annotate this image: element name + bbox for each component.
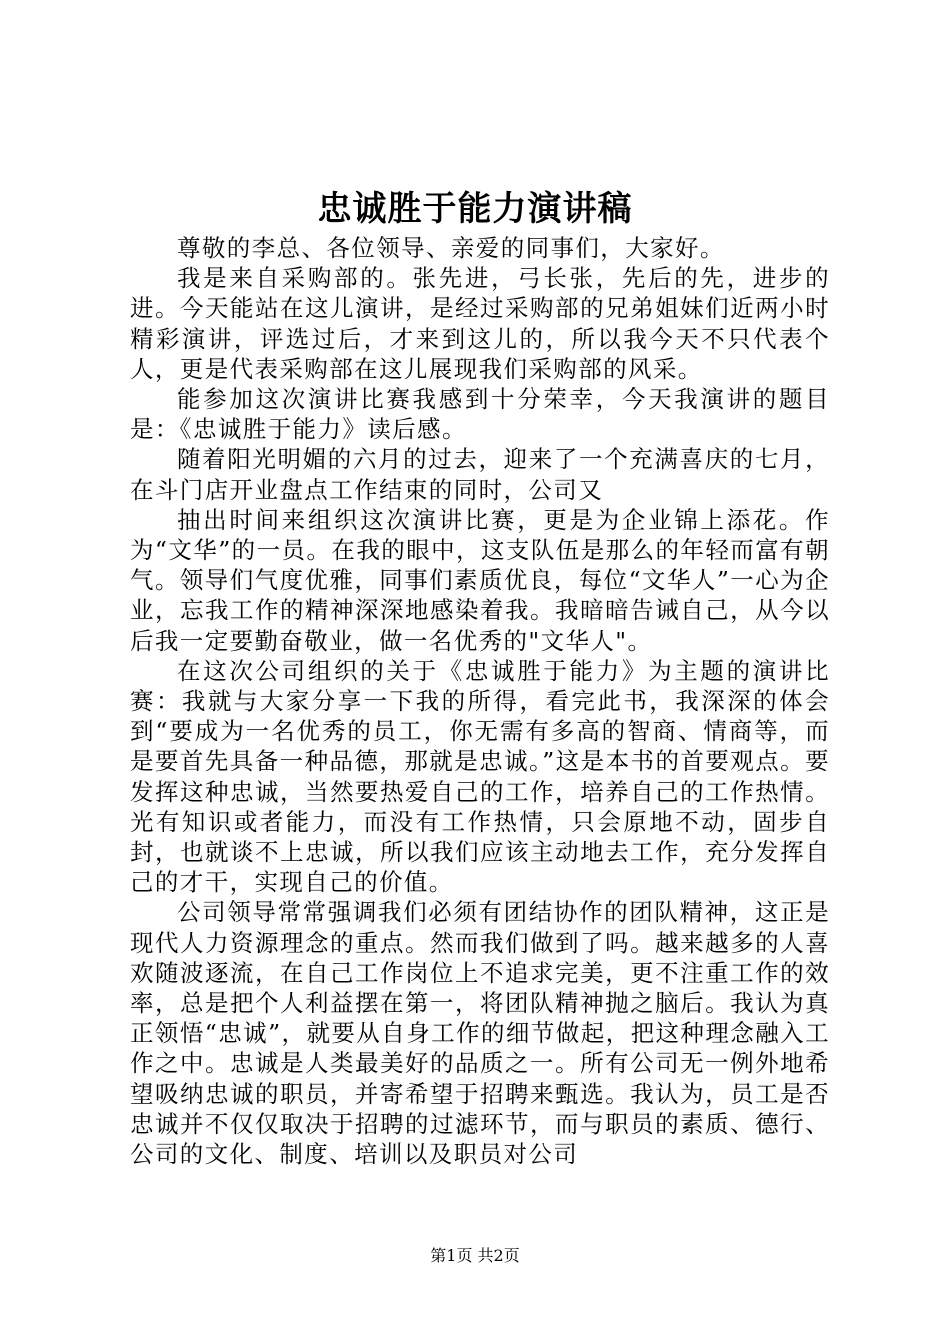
paragraph-book: 在这次公司组织的关于《忠诚胜于能力》为主题的演讲比赛：我就与大家分享一下我的所得，看完此书，我深深的体会到“要成为一名优秀的员工，你无需有多高的智商、情商等，而是要首先具备一种品德，那就是忠诚。”这是本书的首要观点。要发挥这种忠诚，当然要热爱自己的工作，培养自己的工作热情。光有知识或者能力，而没有工作热情，只会原地不动，固步自封，也就谈不上忠诚，所以我们应该主动地去工作，充分发挥自己的才干，实现自己的价值。 xyxy=(130,656,830,897)
paragraph-greeting: 尊敬的李总、各位领导、亲爱的同事们，大家好。 xyxy=(177,234,725,262)
document-title: 忠诚胜于能力演讲稿 xyxy=(317,189,633,229)
paragraph-teamwork: 公司领导常常强调我们必须有团结协作的团队精神，这正是现代人力资源理念的重点。然而我们做到了吗。越来越多的人喜欢随波逐流，在自己工作岗位上不追求完美，更不注重工作的效率，总是把个人利益摆在第一，将团队精神抛之脑后。我认为真正领悟“忠诚”，就要从自身工作的细节做起，把这种理念融入工作之中。忠诚是人类最美好的品质之一。所有公司无一例外地希望吸纳忠诚的职员，并寄希望于招聘来甄选。我认为，员工是否忠诚并不仅仅取决于招聘的过滤环节，而与职员的素质、德行、公司的文化、制度、培训以及职员对公司 xyxy=(130,898,830,1169)
page-footer: 第1页 共2页 xyxy=(430,1246,520,1265)
document-body xyxy=(130,233,830,1169)
paragraph-introduction: 我是来自采购部的。张先进，弓长张，先后的先，进步的进。今天能站在这儿演讲，是经过采购部的兄弟姐妹们近两小时精彩演讲，评选过后，才来到这儿的，所以我今天不只代表个人，更是代表采购部在这儿展现我们采购部的风采。 xyxy=(130,264,830,383)
paragraph-team: 抽出时间来组织这次演讲比赛，更是为企业锦上添花。作为“文华”的一员。在我的眼中，这支队伍是那么的年轻而富有朝气。领导们气度优雅，同事们素质优良，每位“文华人”一心为企业，忘我工作的精神深深地感染着我。我暗暗告诫自己，从今以后我一定要勤奋敬业，做一名优秀的"文华人"。 xyxy=(130,505,830,655)
paragraph-topic: 能参加这次演讲比赛我感到十分荣幸，今天我演讲的题目是：《忠诚胜于能力》读后感。 xyxy=(130,385,830,444)
paragraph-july: 随着阳光明媚的六月的过去，迎来了一个充满喜庆的七月，在斗门店开业盘点工作结束的同时，公司又 xyxy=(130,445,830,504)
